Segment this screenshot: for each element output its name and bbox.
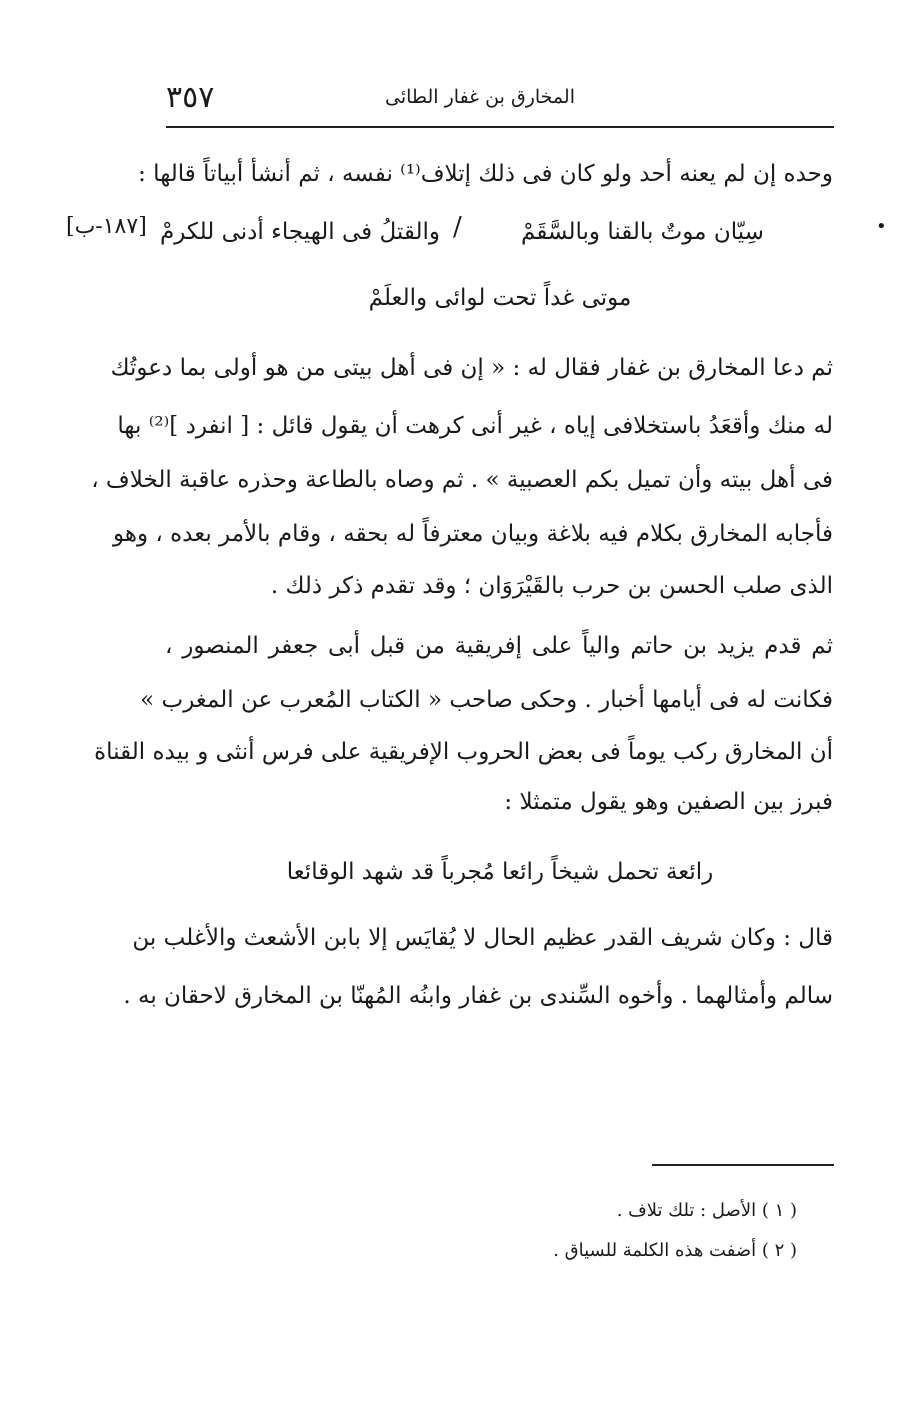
verse-2: موتى غداً تحت لوائى والعلَمْ [368,285,632,311]
footnote-2: ( ٢ ) أضفت هذه الكلمة للسياق . [553,1240,797,1261]
paragraph-1-line-5: الذى صلب الحسن بن حرب بالقَيْرَوَان ؛ وقد تقدم ذكر ذلك . [270,573,833,599]
margin-dot: • [876,216,887,237]
body-line-1: وحده إن لم يعنه أحد ولو كان فى ذلك إتلاف⁽¹⁾ نفسه ، ثم أنشأ أبياتاً قالها : [138,161,833,187]
verse-1-left-hemistich: والقتلُ فى الهيجاء أدنى للكرمْ [160,219,440,245]
paragraph-3-line-2: سالم وأمثالهما . وأخوه السِّندى بن غفار وابنُه المُهنّا بن المخارق لاحقان به . [123,983,833,1009]
header-rule [166,126,834,128]
manuscript-folio-reference: [١٨٧-ب] [66,214,147,239]
verse-3: رائعة تحمل شيخاً رائعا مُجرباً قد شهد الوقائعا [286,859,714,885]
paragraph-2-line-4: فبرز بين الصفين وهو يقول متمثلا : [504,789,833,815]
paragraph-2-line-2: فكانت له فى أيامها أخبار . وحكى صاحب « الكتاب المُعرب عن المغرب » [140,687,833,713]
paragraph-1-line-3: فى أهل بيته وأن تميل بكم العصبية » . ثم وصاه بالطاعة وحذره عاقبة الخلاف ، [91,467,833,493]
verse-separator: / [453,212,462,242]
paragraph-2-line-1: ثم قدم يزيد بن حاتم والياً على إفريقية من قبل أبى جعفر المنصور ، [165,633,833,659]
running-head: المخارق بن غفار الطائى [385,86,575,108]
page-number: ٣٥٧ [166,80,215,115]
paragraph-3-line-1: قال : وكان شريف القدر عظيم الحال لا يُقايَس إلا بابن الأشعث والأغلب بن [132,925,833,951]
paragraph-1-line-2: له منك وأقعَدُ باستخلافى إياه ، غير أنى كرهت أن يقول قائل : [ انفرد ]⁽²⁾ بها [117,413,833,439]
paragraph-1-line-1: ثم دعا المخارق بن غفار فقال له : « إن فى أهل بيتى من هو أولى بما دعوتُك [110,355,833,381]
paragraph-2-line-3: أن المخارق ركب يوماً فى بعض الحروب الإفريقية على فرس أنثى و بيده القناة [94,739,833,765]
footnote-1: ( ١ ) الأصل : تلك تلاف . [616,1200,797,1221]
paragraph-1-line-4: فأجابه المخارق بكلام فيه بلاغة وبيان معترفاً له بحقه ، وقام بالأمر بعده ، وهو [112,521,833,547]
footnote-rule [652,1164,834,1166]
verse-1-right-hemistich: سِيّان موتٌ بالقنا وبالسَّقَمْ [521,219,764,245]
